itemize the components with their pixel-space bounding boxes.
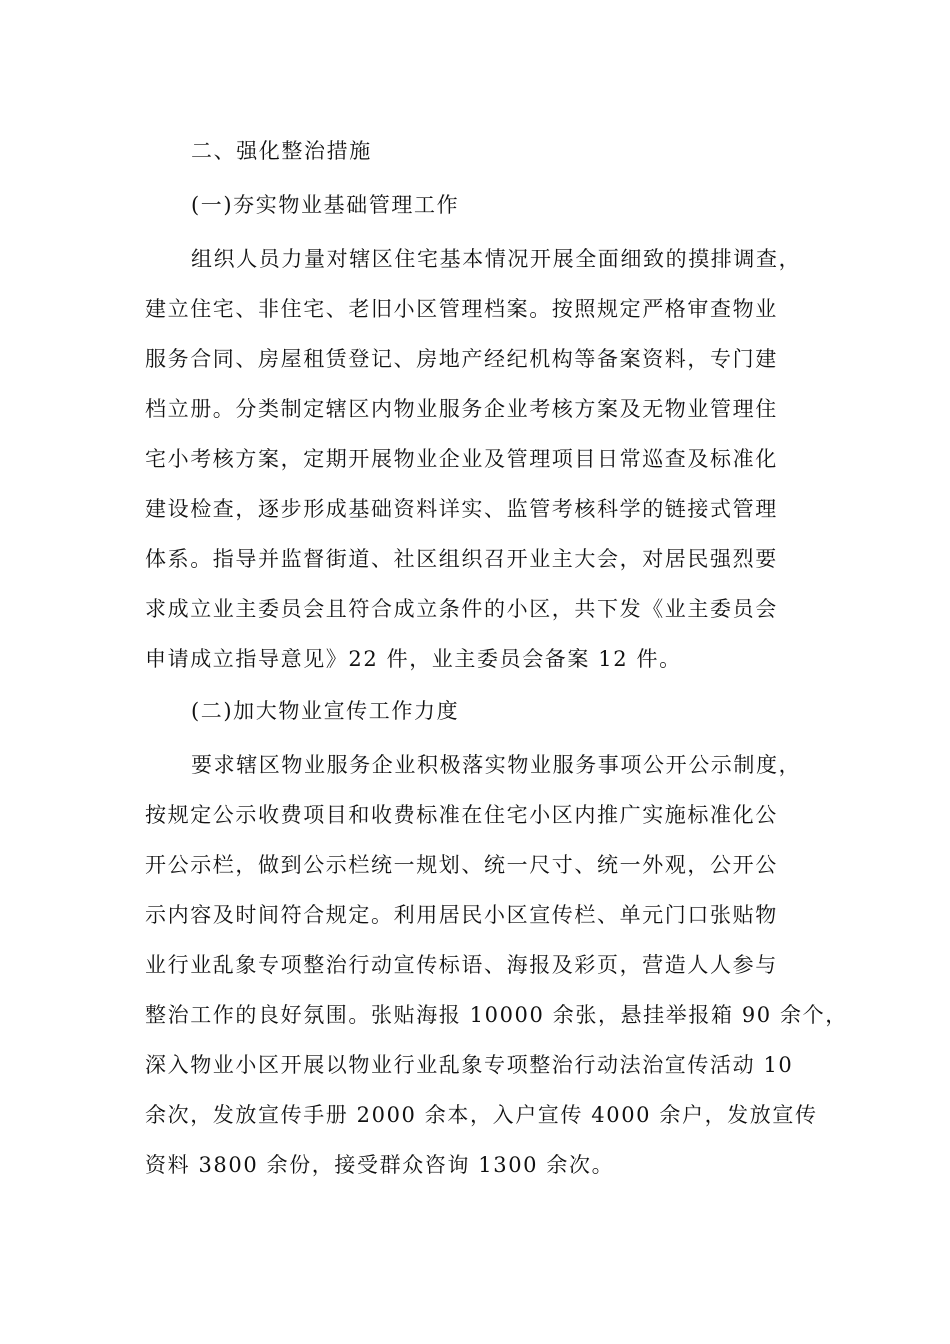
paragraph-1-line: 服务合同、房屋租赁登记、房地产经纪机构等备案资料，专门建 xyxy=(145,347,778,371)
paragraph-1-line: 申请成立指导意见》22 件，业主委员会备案 12 件。 xyxy=(145,647,682,671)
paragraph-2-line: 开公示栏，做到公示栏统一规划、统一尺寸、统一外观，公开公 xyxy=(145,853,778,877)
paragraph-2-line: 资料 3800 余份，接受群众咨询 1300 余次。 xyxy=(145,1153,615,1177)
paragraph-1-line: 体系。指导并监督街道、社区组织召开业主大会，对居民强烈要 xyxy=(145,547,778,571)
paragraph-2-line: 深入物业小区开展以物业行业乱象专项整治行动法治宣传活动 10 xyxy=(145,1053,794,1077)
subsection-2-heading: (二)加大物业宣传工作力度 xyxy=(191,699,460,723)
paragraph-2-line: 示内容及时间符合规定。利用居民小区宣传栏、单元门口张贴物 xyxy=(145,903,778,927)
paragraph-1-line: 建立住宅、非住宅、老旧小区管理档案。按照规定严格审查物业 xyxy=(145,297,778,321)
subsection-1-heading: (一)夯实物业基础管理工作 xyxy=(191,193,460,217)
paragraph-1-line: 档立册。分类制定辖区内物业服务企业考核方案及无物业管理住 xyxy=(145,397,778,421)
paragraph-2-line: 要求辖区物业服务企业积极落实物业服务事项公开公示制度， xyxy=(191,753,802,777)
paragraph-1-line: 建设检查，逐步形成基础资料详实、监管考核科学的链接式管理 xyxy=(145,497,778,521)
paragraph-1-line: 宅小考核方案，定期开展物业企业及管理项目日常巡查及标准化 xyxy=(145,447,778,471)
paragraph-2-line: 整治工作的良好氛围。张贴海报 10000 余张，悬挂举报箱 90 余个， xyxy=(145,1003,848,1027)
section-heading: 二、强化整治措施 xyxy=(191,139,372,163)
paragraph-1-line: 求成立业主委员会且符合成立条件的小区，共下发《业主委员会 xyxy=(145,597,778,621)
paragraph-1-line: 组织人员力量对辖区住宅基本情况开展全面细致的摸排调查， xyxy=(191,247,802,271)
paragraph-2-line: 余次，发放宣传手册 2000 余本，入户宣传 4000 余户，发放宣传 xyxy=(145,1103,818,1127)
paragraph-2-line: 业行业乱象专项整治行动宣传标语、海报及彩页，营造人人参与 xyxy=(145,953,778,977)
paragraph-2-line: 按规定公示收费项目和收费标准在住宅小区内推广实施标准化公 xyxy=(145,803,778,827)
